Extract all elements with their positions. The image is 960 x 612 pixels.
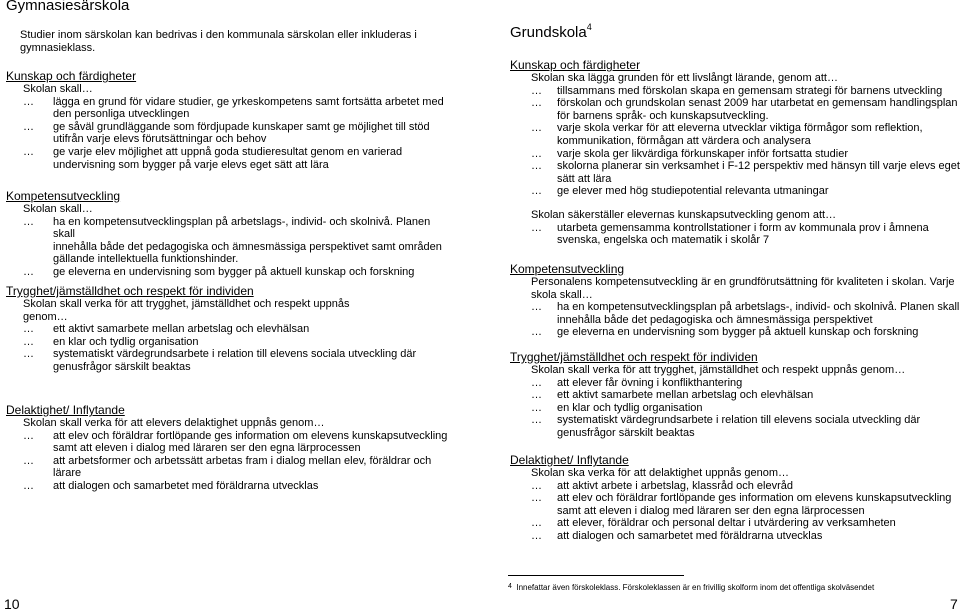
footnote-rule xyxy=(508,575,684,576)
list-item: … ge elever med hög studiepotential relevanta utmaningar xyxy=(531,185,829,198)
list-item: … lägga en grund för vidare studier, ge yrkeskompetens samt fortsätta arbetet med den personliga utvecklingen xyxy=(23,95,444,121)
section-heading: Trygghet/jämställdhet och respekt för individen xyxy=(510,350,758,364)
list-item: … ge eleverna en undervisning som bygger på aktuell kunskap och forskning xyxy=(23,265,415,278)
list-item: … varje skola ger likvärdiga förkunskaper inför fortsatta studier xyxy=(531,147,849,160)
list-item: … att elever, föräldrar och personal deltar i utvärdering av verksamheten xyxy=(531,517,896,530)
list-item: … ha en kompetensutvecklingsplan på arbetslags-, individ- och skolnivå. Planen skall innehålla både det pedagogiska och ämnesmässiga perspektivet xyxy=(531,301,960,326)
section-heading: Delaktighet/ Inflytande xyxy=(6,403,125,417)
section-heading: Trygghet/jämställdhet och respekt för individen xyxy=(6,284,254,298)
footnote-marker: 4 xyxy=(586,22,592,32)
list-item: … att elever får övning i konflikthantering xyxy=(531,376,743,389)
list-item: … ett aktivt samarbete mellan arbetslag och elevhälsan xyxy=(23,323,310,336)
left-participation-section: Delaktighet/ Inflytande Skolan skall verka för att elevers delaktighet uppnås genom… … att elev och föräldrar fortlöpande ges information om elevens kunskapsutveckling samt att eleven i dialog med läraren ser den egna lärprocessen … att arbetsformer och arbetssätt arbetas fram i dialog mellan elev, föräldrar och lärare … att dialogen och samarbetet med föräldrarna utvecklas xyxy=(6,403,451,493)
list-item: … förskolan och grundskolan senast 2009 har utarbetat en gemensam handlingsplan för barnens språk- och kunskapsutveckling. xyxy=(531,97,958,122)
list-item: … en klar och tydlig organisation xyxy=(23,335,199,348)
footnote: $^4$ Innefattar även förskoleklass. Förskoleklassen är en frivillig skolform inom det offentliga skolväsendet xyxy=(508,583,875,592)
page-title-right: Grundskola$^4$ xyxy=(510,22,592,41)
list-item: … ge varje elev möjlighet att uppnå goda studieresultat genom en varierad undervisning som bygger på varje elevs eget sätt att lära xyxy=(23,145,403,171)
list-item: … systematiskt värdegrundsarbete i relation till elevens sociala utveckling där genusfrågor särskilt beaktas xyxy=(23,348,417,373)
right-competence-section: Kompetensutveckling Personalens kompetensutveckling är en grundförutsättning för kvaliteten i skolan. Varje skola skall… … ha en kompetensutvecklingsplan på arbetslags-, individ- och skolnivå. Planen skall innehålla både det pedagogiska och ämnesmässiga perspektivet … ge eleverna en undervisning som bygger på aktuell kunskap och forskning xyxy=(510,262,960,339)
list-item: … att elev och föräldrar fortlöpande ges information om elevens kunskapsutveckling samt att eleven i dialog med läraren ser den egna lärprocessen xyxy=(531,492,952,517)
right-participation-section: Delaktighet/ Inflytande Skolan ska verka för att delaktighet uppnås genom… … att aktivt arbete i arbetslag, klassråd och elevråd … att elev och föräldrar fortlöpande ges information om elevens kunskapsutveckling samt att eleven i dialog med läraren ser den egna lärprocessen … att elever, föräldrar och personal deltar i utvärdering av verksamheten … att dialogen och samarbetet med föräldrarna utvecklas xyxy=(510,453,960,543)
list-item: … ge eleverna en undervisning som bygger på aktuell kunskap och forskning xyxy=(531,326,919,339)
left-security-section: Trygghet/jämställdhet och respekt för individen Skolan skall verka för att trygghet, jämställdhet och respekt uppnås genom… … ett aktivt samarbete mellan arbetslag och elevhälsan … en klar och tydlig organisation … systematiskt värdegrundsarbete i relation till elevens sociala utveckling där genusfrågor särskilt beaktas xyxy=(6,284,451,374)
right-page xyxy=(498,0,960,611)
section-heading: Kunskap och färdigheter xyxy=(6,69,137,83)
list-item: … skolorna planerar sin verksamhet i F-12 perspektiv med hänsyn till varje elevs eget sätt att lära xyxy=(531,160,960,185)
list-item: … att dialogen och samarbetet med föräldrarna utvecklas xyxy=(531,529,823,542)
list-item: … tillsammans med förskolan skapa en gemensam strategi för barnens utveckling xyxy=(531,84,943,97)
list-item: … varje skola verkar för att eleverna utvecklar viktiga förmågor som reflektion, kommunikation, förmågan att värdera och analysera xyxy=(531,122,923,147)
page-title-left: Gymnasiesärskola xyxy=(6,0,130,14)
list-item: … att arbetsformer och arbetssätt arbetas fram i dialog mellan elev, föräldrar och lärare xyxy=(23,454,432,480)
list-item: … att dialogen och samarbetet med föräldrarna utvecklas xyxy=(23,479,319,492)
list-item: … utarbeta gemensamma kontrollstationer i form av kommunala prov i åmnena svenska, engelska och matematik i skolår 7 xyxy=(531,221,929,247)
list-item: … att elev och föräldrar fortlöpande ges information om elevens kunskapsutveckling samt att eleven i dialog med läraren ser den egna lärprocessen xyxy=(23,429,448,455)
list-item: … ha en kompetensutvecklingsplan på arbetslags-, individ- och skolnivå. Planen skall innehålla både det pedagogiska och ämnesmässiga perspektivet samt områden gällande intellektuella funktionshinder. xyxy=(23,215,442,266)
intro: Studier inom särskolan kan bedrivas i den kommunala särskolan eller inkluderas i gymnasieklass. xyxy=(20,29,417,54)
section-heading: Kompetensutveckling xyxy=(510,262,625,276)
left-competence-section: Kompetensutveckling Skolan skall… … ha en kompetensutvecklingsplan på arbetslags-, individ- och skolnivå. Planen skall innehålla både det pedagogiska och ämnesmässiga perspektivet samt områden gällande intellektuella funktionshinder. … ge eleverna en undervisning som bygger på aktuell kunskap och forskning xyxy=(6,189,451,279)
page-number-right: 7 xyxy=(950,596,958,612)
list-item: … systematiskt värdegrundsarbete i relation till elevens sociala utveckling där genusfrågor särskilt beaktas xyxy=(531,414,921,439)
list-item: … en klar och tydlig organisation xyxy=(531,401,703,414)
page-number-left: 10 xyxy=(4,596,20,612)
section-heading: Delaktighet/ Inflytande xyxy=(510,453,629,467)
list-item: … ge såväl grundläggande som fördjupade kunskaper samt ge möjlighet till stöd utifrån varje elevs förutsättningar och behov xyxy=(23,120,430,146)
left-page xyxy=(0,0,470,611)
section-heading: Kunskap och färdigheter xyxy=(510,58,641,72)
list-item: … ett aktivt samarbete mellan arbetslag och elevhälsan xyxy=(531,389,814,402)
right-knowledge-section: Kunskap och färdigheter Skolan ska lägga grunden för ett livslångt lärande, genom att… … tillsammans med förskolan skapa en gemensam strategi för barnens utveckling … förskolan och grundskolan senast 2009 har utarbetat en gemensam handlingsplan för barnens språk- och kunskapsutveckling. … varje skola verkar för att eleverna utvecklar viktiga förmågor som reflektion, kommunikation, förmågan att värdera och analysera … varje skola ger likvärdiga förkunskaper inför fortsatta studier … skolorna planerar sin verksamhet i F-12 perspektiv med hänsyn till varje elevs eget sätt att lära … ge elever med hög studiepotential relevanta utmaningar Skolan säkerställer elevernas kunskapsutveckling genom att… … utarbeta gemensamma kontrollstationer i form av kommunala prov i åmnena svenska, engelska och matematik i skolår 7 xyxy=(510,58,960,247)
right-security-section: Trygghet/jämställdhet och respekt för individen Skolan skall verka för att trygghet, jämställdhet och respekt uppnås genom… … att elever får övning i konflikthantering … ett aktivt samarbete mellan arbetslag och elevhälsan … en klar och tydlig organisation … systematiskt värdegrundsarbete i relation till elevens sociala utveckling där genusfrågor särskilt beaktas xyxy=(510,350,960,440)
list-item: … att aktivt arbete i arbetslag, klassråd och elevråd xyxy=(531,479,794,492)
section-heading: Kompetensutveckling xyxy=(6,189,121,203)
left-knowledge-section: Kunskap och färdigheter Skolan skall… … lägga en grund för vidare studier, ge yrkeskompetens samt fortsätta arbetet med den personliga utvecklingen … ge såväl grundläggande som fördjupade kunskaper samt ge möjlighet till stöd utifrån varje elevs förutsättningar och behov … ge varje elev möjlighet att uppnå goda studieresultat genom en varierad undervisning som bygger på varje elevs eget sätt att lära xyxy=(6,69,446,171)
